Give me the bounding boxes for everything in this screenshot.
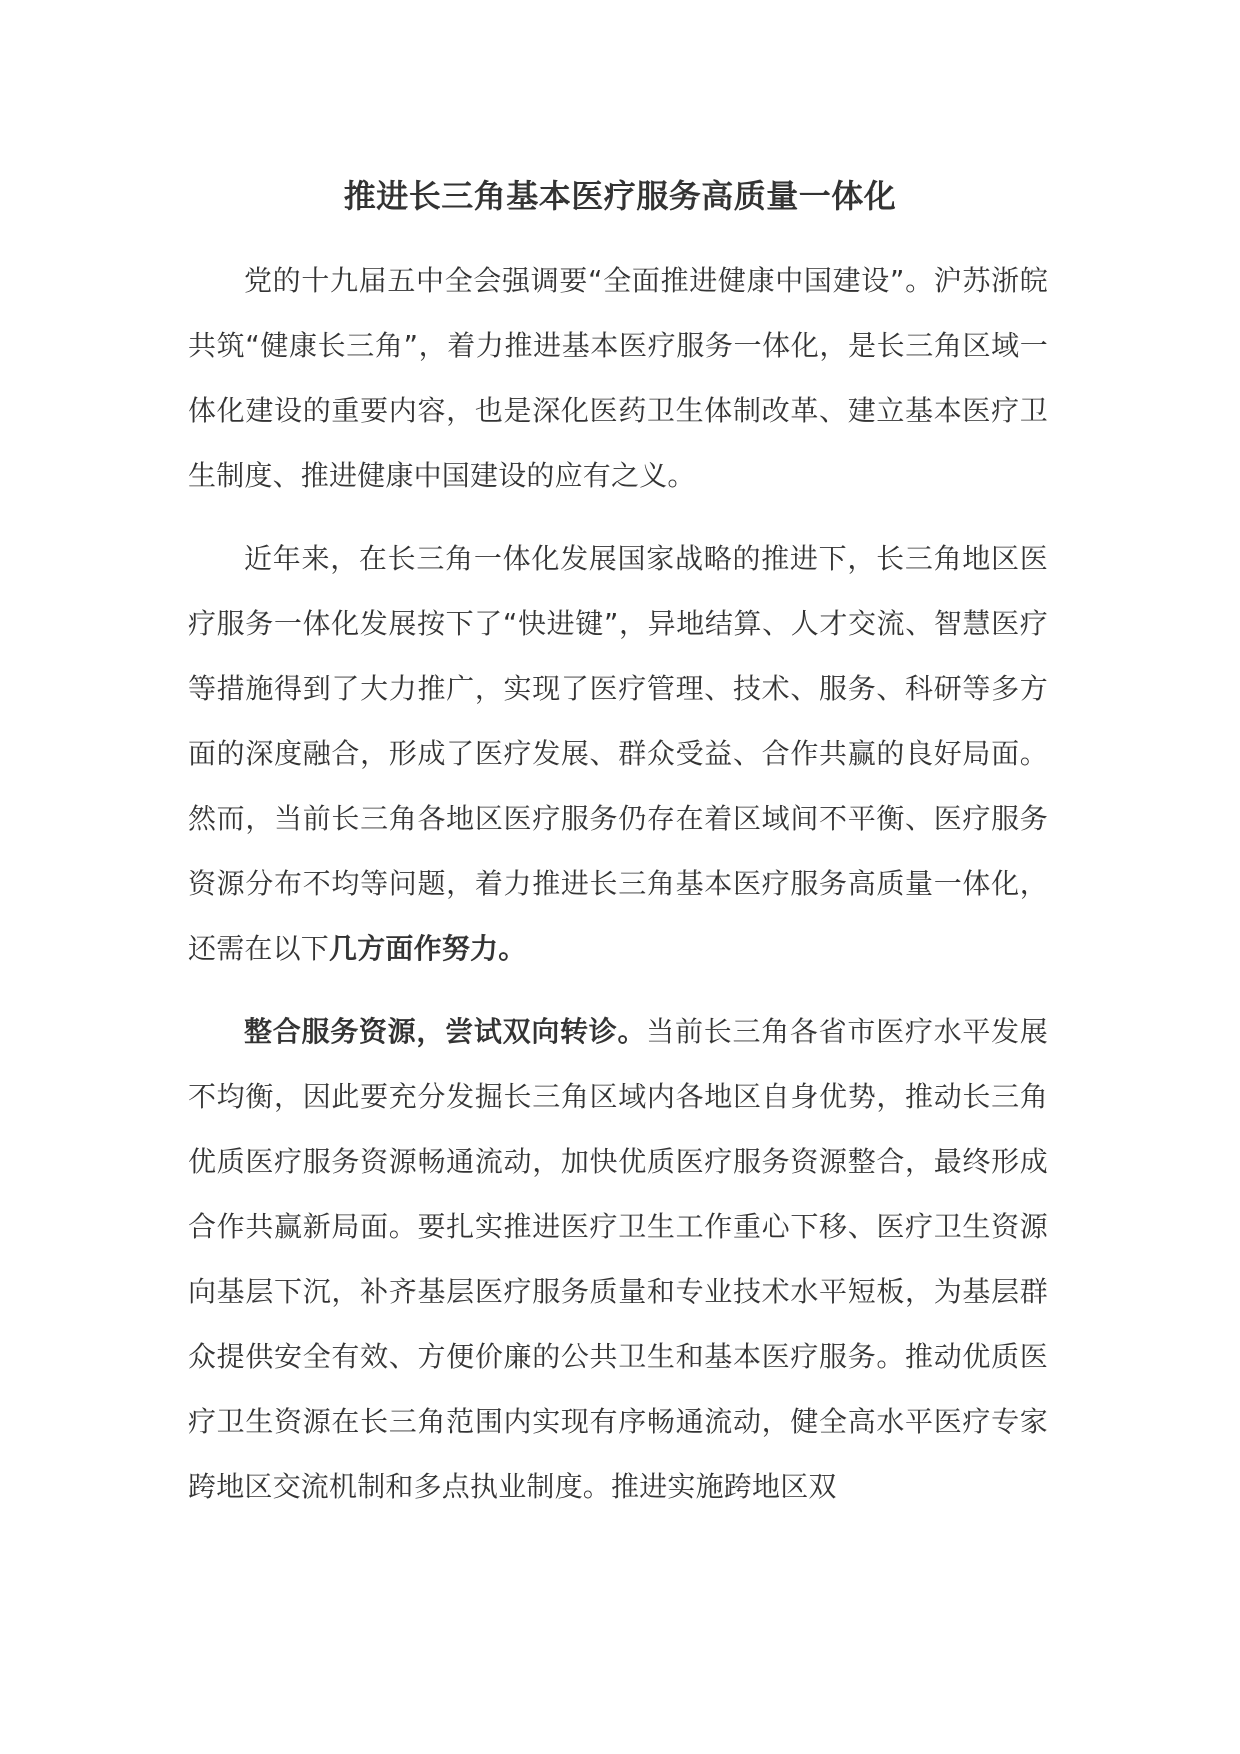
paragraph-2-text: 近年来，在长三角一体化发展国家战略的推进下，长三角地区医疗服务一体化发展按下了“快进键”，异地结算、人才交流、智慧医疗等措施得到了大力推广，实现了医疗管理、技术、服务、科研等多方面的深度融合，形成了医疗发展、群众受益、合作共赢的良好局面。然而，当前长三角各地区医疗服务仍存在着区域间不平衡、医疗服务资源分布不均等问题，着力推进长三角基本医疗服务高质量一体化，还需在以下 — [188, 542, 1048, 965]
paragraph-1-text: 党的十九届五中全会强调要“全面推进健康中国建设”。沪苏浙皖共筑“健康长三角”，着力推进基本医疗服务一体化，是长三角区域一体化建设的重要内容，也是深化医药卫生体制改革、建立基本医疗卫生制度、推进健康中国建设的应有之义。 — [188, 264, 1048, 492]
document-body — [188, 248, 1048, 1537]
page-title: 推进长三角基本医疗服务高质量一体化 — [343, 177, 897, 215]
paragraph-3-text: 当前长三角各省市医疗水平发展不均衡，因此要充分发掘长三角区域内各地区自身优势，推动长三角优质医疗服务资源畅通流动，加快优质医疗服务资源整合，最终形成合作共赢新局面。要扎实推进医疗卫生工作重心下移、医疗卫生资源向基层下沉，补齐基层医疗服务质量和专业技术水平短板，为基层群众提供安全有效、方便价廉的公共卫生和基本医疗服务。推动优质医疗卫生资源在长三角范围内实现有序畅通流动，健全高水平医疗专家跨地区交流机制和多点执业制度。推进实施跨地区双 — [188, 1015, 1048, 1503]
paragraph-2-tail: 几方面作努力。 — [329, 932, 527, 965]
paragraph-1 — [188, 248, 1048, 508]
paragraph-2 — [188, 526, 1048, 981]
paragraph-3-lead: 整合服务资源，尝试双向转诊。 — [244, 1015, 647, 1048]
paragraph-3 — [188, 999, 1048, 1519]
